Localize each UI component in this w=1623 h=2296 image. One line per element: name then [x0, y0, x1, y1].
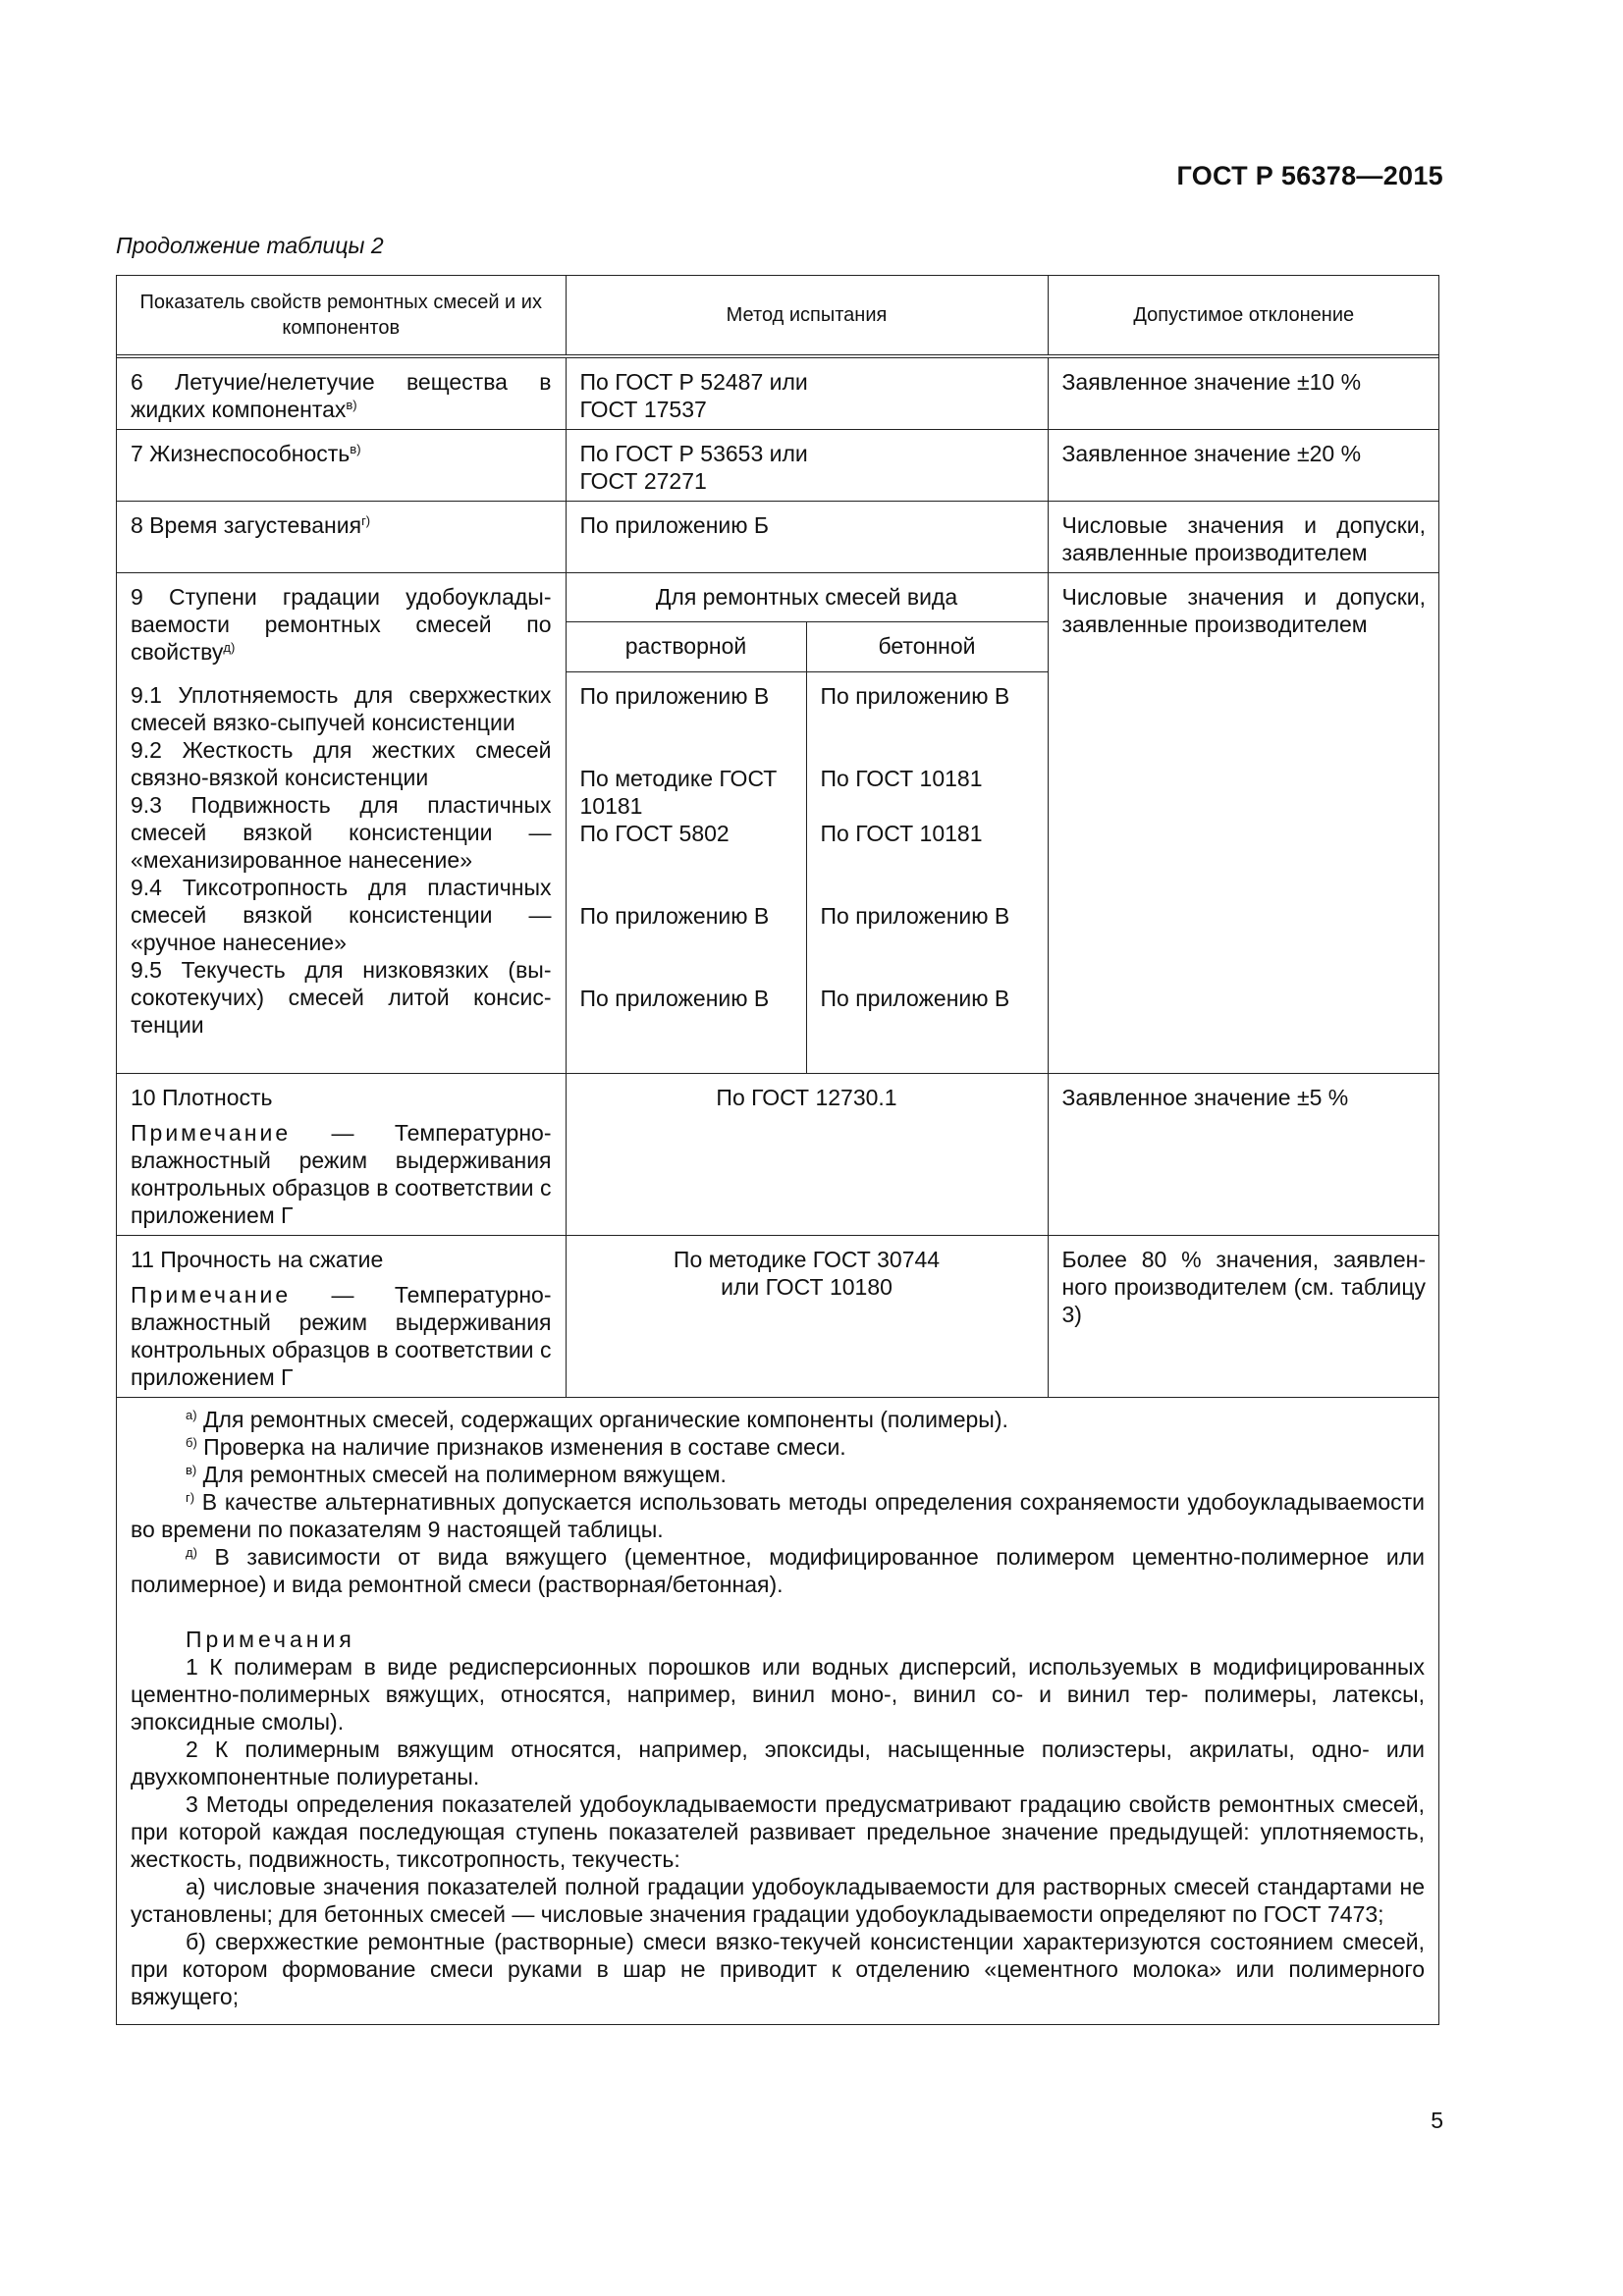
method-concrete: По приложению В	[820, 902, 1010, 929]
indicator-text: 11 Прочность на сжатие	[131, 1246, 384, 1272]
method-line: ГОСТ 17537	[579, 397, 707, 422]
note-text: — Температурно-влажностный режим выдерживания контрольных образцов в соответствии с приложением Г	[131, 1281, 552, 1390]
subitem-label: 9.1 Уплотняемость для сверхжестких смесей вязко-сыпучей консистенции	[131, 682, 552, 735]
tolerance-cell: Числовые значения и допуски, заявленные производителем	[1048, 502, 1439, 573]
indicator-text: 6 Летучие/нелетучие вещества в жидких компонентах	[131, 369, 552, 422]
footnote-text: В зависимости от вида вяжущего (цементное, модифицированное полимером цементно-полимерное или полимерное) и вида ремонтной смеси (растворная/бетонная).	[131, 1543, 1425, 1597]
method-concrete: По ГОСТ 10181	[820, 765, 983, 791]
footnote-mark: в)	[186, 1462, 197, 1477]
table-row	[117, 430, 1439, 502]
note-paragraph: 1 К полимерам в виде редисперсионных порошков или водных дисперсий, используемых в модифицированных цементно-полимерных вяжущих, относятся, например, винил моно-, винил со- и винил тер- полимеры, латексы, эпоксидные смолы).	[131, 1653, 1425, 1735]
footnote-ref: д)	[223, 640, 236, 655]
header-tolerance: Допустимое отклонение	[1048, 276, 1439, 356]
method-line: По методике ГОСТ 30744	[673, 1246, 941, 1272]
note-label: Примечание	[131, 1281, 292, 1308]
table-footnotes	[117, 1398, 1438, 2024]
table-caption: Продолжение таблицы 2	[116, 233, 384, 258]
indicator-cell	[117, 573, 566, 672]
subheader-concrete: бетонной	[806, 622, 1048, 671]
footnote-mark: б)	[186, 1434, 197, 1450]
table-row	[117, 502, 1439, 573]
method-cell	[566, 356, 1048, 430]
indicator-cell	[117, 356, 566, 430]
page-number: 5	[1431, 2108, 1443, 2133]
subitem-label: 9.3 Подвижность для пластичных смесей вязкой консистенции — «механизированное нанесение»	[131, 792, 552, 873]
tolerance-cell: Заявленное значение ±20 %	[1048, 430, 1439, 502]
subitem-label: 9.5 Текучесть для низковязких (высокотекучих) смесей литой консистенции	[131, 957, 552, 1038]
header-indicator: Показатель свойств ремонтных смесей и их компонентов	[117, 276, 566, 356]
method-line: ГОСТ 27271	[579, 468, 707, 494]
indicator-cell	[117, 430, 566, 502]
tolerance-cell: Заявленное значение ±10 %	[1048, 356, 1439, 430]
method-group-header: Для ремонтных смесей вида	[566, 573, 1048, 622]
indicator-text: 9 Ступени градации удобоукладываемости ремонтных смесей по свойству	[131, 584, 552, 665]
footnote-ref: г)	[361, 513, 371, 528]
footnote	[131, 1406, 1425, 1433]
indicator-text: 10 Плотность	[131, 1084, 273, 1110]
header-method: Метод испытания	[566, 276, 1048, 356]
table-row	[117, 573, 1439, 622]
footnote-text: Для ремонтных смесей, содержащих органические компоненты (полимеры).	[196, 1406, 1008, 1432]
footnote-ref: в)	[350, 442, 361, 456]
method-mortar: По ГОСТ 5802	[579, 820, 730, 846]
tolerance-cell: Заявленное значение ±5 %	[1048, 1073, 1439, 1235]
method-concrete: По ГОСТ 10181	[820, 820, 983, 846]
method-mortar: По приложению В	[579, 902, 770, 929]
method-mortar: По приложению В	[579, 985, 770, 1011]
footnote-text: Для ремонтных смесей на полимерном вяжущем.	[196, 1461, 727, 1487]
indicator-text: 8 Время загустевания	[131, 512, 362, 538]
subheader-mortar: растворной	[566, 622, 806, 671]
footnote	[131, 1543, 1425, 1598]
table-header-row	[117, 276, 1439, 356]
method-mortar-cell	[566, 671, 806, 1073]
footnote	[131, 1461, 1425, 1488]
method-cell	[566, 430, 1048, 502]
method-mortar: По методике ГОСТ 10181	[579, 765, 778, 819]
table-frame	[116, 275, 1439, 2025]
method-concrete: По приложению В	[820, 985, 1010, 1011]
note-label: Примечание	[131, 1119, 292, 1146]
note-paragraph: б) сверхжесткие ремонтные (растворные) смеси вязко-текучей консистенции характеризуются состоянием смесей, при котором формование смеси руками в шар не приводит к отделению «цементного молока» или полимерного вяжущего;	[131, 1928, 1425, 2009]
method-concrete: По приложению В	[820, 682, 1010, 709]
method-cell: По ГОСТ 12730.1	[566, 1073, 1048, 1235]
footnote-mark: г)	[186, 1489, 195, 1505]
tolerance-cell: Числовые значения и допуски, заявленные производителем	[1048, 573, 1439, 1074]
indicator-subitems	[117, 671, 566, 1073]
properties-table	[117, 276, 1439, 1398]
footnote-mark: д)	[186, 1544, 197, 1560]
subitem-label: 9.2 Жесткость для жестких смесей связно-вязкой консистенции	[131, 737, 552, 790]
footnote	[131, 1488, 1425, 1543]
indicator-cell	[117, 502, 566, 573]
footnote-ref: в)	[346, 398, 357, 412]
footnote-text: Проверка на наличие признаков изменения в составе смеси.	[196, 1433, 846, 1460]
method-cell	[566, 1235, 1048, 1397]
method-mortar: По приложению В	[579, 682, 770, 709]
footnote	[131, 1433, 1425, 1461]
indicator-cell	[117, 1073, 566, 1235]
notes-title: Примечания	[186, 1626, 355, 1652]
note-paragraph: 3 Методы определения показателей удобоукладываемости предусматривают градацию свойств ремонтных смесей, при которой каждая последующая ступень показателей развивает предельное значение предыдущей: уплотняемость, жесткость, подвижность, тиксотропность, текучесть:	[131, 1790, 1425, 1872]
note-paragraph: 2 К полимерным вяжущим относятся, например, эпоксиды, насыщенные полиэстеры, акрилаты, одно- или двухкомпонентные полиуретаны.	[131, 1735, 1425, 1789]
standard-designation: ГОСТ Р 56378—2015	[1176, 161, 1443, 190]
method-line: или ГОСТ 10180	[721, 1273, 893, 1300]
note-paragraph: а) числовые значения показателей полной градации удобоукладываемости для растворных смесей стандартами не установлены; для бетонных смесей — числовые значения градации удобоукладываемости определяют по ГОСТ 7473;	[131, 1873, 1425, 1927]
subitem-label: 9.4 Тиксотропность для пластичных смесей вязкой консистенции — «ручное нанесение»	[131, 875, 552, 955]
table-row	[117, 1235, 1439, 1397]
indicator-text: 7 Жизнеспособность	[131, 441, 351, 466]
footnote-mark: а)	[186, 1407, 197, 1422]
note-text: — Температурно-влажностный режим выдерживания контрольных образцов в соответствии с приложением Г	[131, 1119, 552, 1228]
method-concrete-cell	[806, 671, 1048, 1073]
table-row	[117, 356, 1439, 430]
method-cell: По приложению Б	[566, 502, 1048, 573]
indicator-cell	[117, 1235, 566, 1397]
method-line: По ГОСТ Р 53653 или	[579, 441, 808, 466]
method-line: По ГОСТ Р 52487 или	[579, 369, 808, 395]
table-row	[117, 1073, 1439, 1235]
tolerance-cell: Более 80 % значения, заявленного производителем (см. таблицу 3)	[1048, 1235, 1439, 1397]
footnote-text: В качестве альтернативных допускается использовать методы определения сохраняемости удобоукладываемости во времени по показателям 9 настоящей таблицы.	[131, 1488, 1425, 1542]
